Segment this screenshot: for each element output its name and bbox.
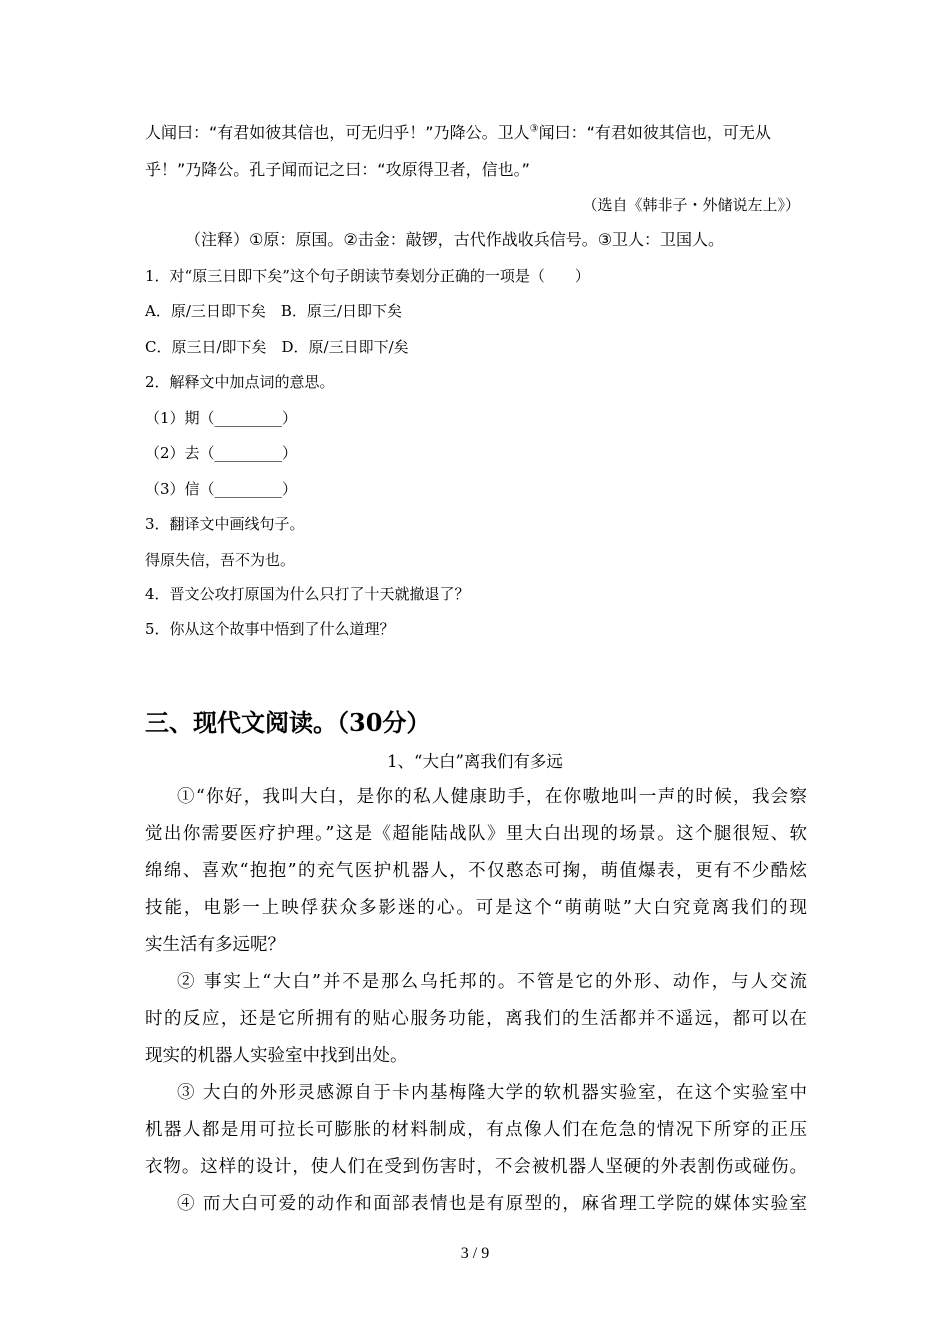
passage-source: （选自《韩非子・外储说左上》） <box>582 196 800 214</box>
question-1-options-cd: C．原三日/即下矣 D．原/三日即下/矣 <box>145 338 409 356</box>
page-number: 3 / 9 <box>460 1245 490 1262</box>
footnote-mark: ③ <box>529 123 539 135</box>
question-2: 2．解释文中加点词的意思。 <box>145 373 335 391</box>
article-paragraph-4-line: ④ 而大白可爱的动作和面部表情也是有原型的，麻省理工学院的媒体实验室 <box>177 1194 807 1214</box>
passage-notes: （注释）①原：原国。②击金：敲锣，古代作战收兵信号。③卫人：卫国人。 <box>185 230 725 249</box>
question-2-item-3: （3）信（_________） <box>145 480 298 498</box>
article-paragraph-2-line: ② 事实上“大白”并不是那么乌托邦的。不管是它的外形、动作，与人交流 <box>177 972 807 992</box>
question-1-options-ab: A．原/三日即下矣 B．原三/日即下矣 <box>145 302 402 320</box>
question-5: 5．你从这个故事中悟到了什么道理？ <box>145 620 395 638</box>
question-3-sentence: 得原失信，吾不为也。 <box>145 551 296 569</box>
passage-line-1 <box>145 122 771 144</box>
article-paragraph-1-line: 实生活有多远呢？ <box>145 935 285 955</box>
article-paragraph-2-line: 时的反应，还是它所拥有的贴心服务功能，离我们的生活都并不遥远，都可以在 <box>145 1009 807 1029</box>
section-heading: 三、现代文阅读。（30分） <box>145 708 431 737</box>
article-paragraph-1-line: 绵绵、喜欢“抱抱”的充气医护机器人，不仅憨态可掬，萌值爆表，更有不少酷炫 <box>145 861 807 881</box>
question-2-item-2: （2）去（_________） <box>145 444 298 462</box>
passage-text: 人闻曰：“有君如彼其信也，可无归乎！”乃降公。卫人 <box>145 123 530 142</box>
article-paragraph-1-line: 技能，电影一上映俘获众多影迷的心。可是这个“萌萌哒”大白究竟离我们的现 <box>145 898 807 918</box>
article-paragraph-3-line: 衣物。这样的设计，使人们在受到伤害时，不会被机器人坚硬的外表割伤或碰伤。 <box>145 1157 807 1177</box>
question-1: 1．对“原三日即下矣”这个句子朗读节奏划分正确的一项是（ ） <box>145 267 590 285</box>
question-2-item-1: （1）期（_________） <box>145 409 298 427</box>
article-paragraph-1-line: 觉出你需要医疗护理。”这是《超能陆战队》里大白出现的场景。这个腿很短、软 <box>145 824 807 844</box>
article-title: 1、“大白”离我们有多远 <box>387 752 563 771</box>
passage-text: 闻曰：“有君如彼其信也，可无从 <box>538 123 771 142</box>
article-paragraph-2-line: 现实的机器人实验室中找到出处。 <box>145 1046 408 1066</box>
question-3: 3．翻译文中画线句子。 <box>145 515 305 533</box>
article-paragraph-3-line: ③ 大白的外形灵感源自于卡内基梅隆大学的软机器实验室，在这个实验室中 <box>177 1083 807 1103</box>
article-paragraph-3-line: 机器人都是用可拉长可膨胀的材料制成，有点像人们在危急的情况下所穿的正压 <box>145 1120 807 1140</box>
passage-line-2: 乎！”乃降公。孔子闻而记之曰：“攻原得卫者，信也。” <box>145 160 530 179</box>
question-4: 4．晋文公攻打原国为什么只打了十天就撤退了？ <box>145 585 470 603</box>
article-paragraph-1-line: ①“你好，我叫大白，是你的私人健康助手，在你嗷地叫一声的时候，我会察 <box>177 787 807 807</box>
